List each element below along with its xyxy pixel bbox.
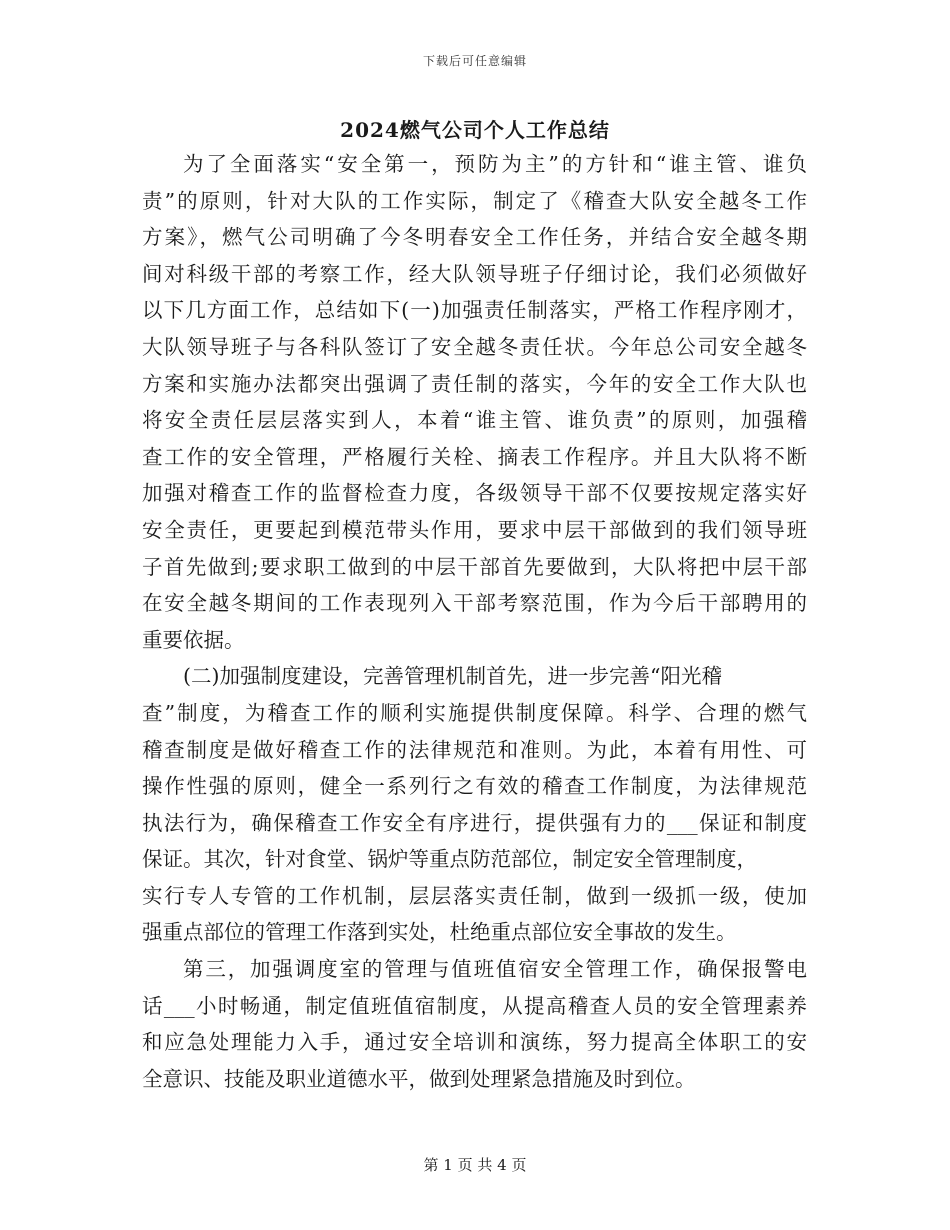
body-line: 安全责任，更要起到模范带头作用，要求中层干部做到的我们领导班 [142,517,807,542]
body-line: 将安全责任层层落实到人，本着“谁主管、谁负责”的原则，加强稽 [142,408,807,433]
body-line: 稽查制度是做好稽查工作的法律规范和准则。为此，本着有用性、可 [142,737,807,762]
page-number: 第 1 页 共 4 页 [423,1156,527,1174]
body-line: 方案》，燃气公司明确了今冬明春安全工作任务，并结合安全越冬期 [142,225,807,250]
body-line: 实行专人专管的工作机制，层层落实责任制，做到一级抓一级，使加 [142,883,807,908]
body-line: 间对科级干部的考察工作，经大队领导班子仔细讨论，我们必须做好 [142,261,807,286]
body-line: 话___小时畅通，制定值班值宿制度，从提高稽查人员的安全管理素养 [142,993,807,1018]
body-line: 加强对稽查工作的监督检查力度，各级领导干部不仅要按规定落实好 [142,481,807,506]
body-line: 责”的原则，针对大队的工作实际，制定了《稽查大队安全越冬工作 [142,188,807,213]
body-line: 为了全面落实“安全第一，预防为主”的方针和“谁主管、谁负 [183,152,807,176]
body-line: 子首先做到;要求职工做到的中层干部首先要做到，大队将把中层干部 [142,554,807,579]
body-line: 执法行为，确保稽查工作安全有序进行，提供强有力的___保证和制度 [142,810,807,835]
body-line: 重要依据。 [142,627,245,652]
document-body [142,146,807,1097]
body-line: 强重点部位的管理工作落到实处，杜绝重点部位安全事故的发生。 [142,920,737,945]
body-line: 方案和实施办法都突出强调了责任制的落实，今年的安全工作大队也 [142,371,807,396]
body-line: 以下几方面工作，总结如下(一)加强责任制落实，严格工作程序刚才， [142,298,807,323]
body-line: 全意识、技能及职业道德水平，做到处理紧急措施及时到位。 [142,1066,696,1091]
body-line: 查”制度，为稽查工作的顺利实施提供制度保障。科学、合理的燃气 [142,700,807,725]
header-note: 下载后可任意编辑 [422,54,527,68]
body-line: 在安全越冬期间的工作表现列入干部考察范围，作为今后干部聘用的 [142,591,807,616]
body-line: 大队领导班子与各科队签订了安全越冬责任状。今年总公司安全越冬 [142,334,807,359]
body-line: (二)加强制度建设，完善管理机制首先，进一步完善“阳光稽 [183,664,722,689]
body-line: 查工作的安全管理，严格履行关栓、摘表工作程序。并且大队将不断 [142,444,807,469]
document-title: 2024燃气公司个人工作总结 [340,118,610,142]
body-line: 第三，加强调度室的管理与值班值宿安全管理工作，确保报警电 [183,957,807,982]
body-line: 和应急处理能力入手，通过安全培训和演练，努力提高全体职工的安 [142,1030,807,1055]
body-line: 保证。其次，针对食堂、锅炉等重点防范部位，制定安全管理制度， [142,847,757,872]
body-line: 操作性强的原则，健全一系列行之有效的稽查工作制度，为法律规范 [142,774,807,799]
